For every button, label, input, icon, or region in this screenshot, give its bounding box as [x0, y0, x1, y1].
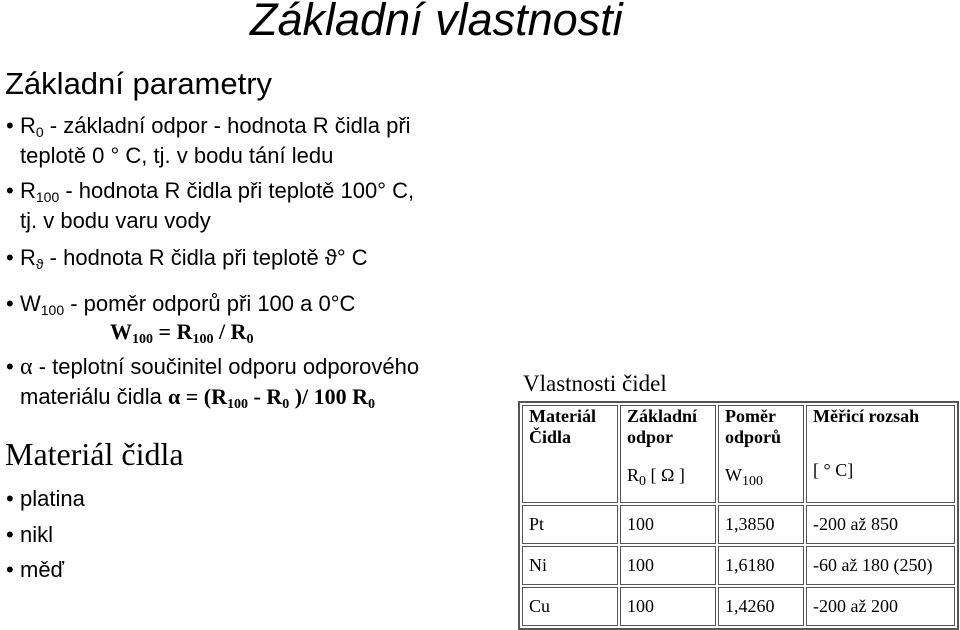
header-line: odpor	[627, 427, 674, 447]
symbol-subscript: ϑ	[35, 256, 44, 272]
formula-part: = R	[153, 319, 193, 344]
table-cell: 100	[620, 587, 716, 626]
table-cell: 100	[620, 546, 716, 585]
formula-subscript: 0	[282, 397, 290, 412]
section-heading-material: Materiál čidla	[5, 436, 184, 472]
item-text: - teplotní součinitel odporu odporového	[32, 354, 420, 379]
formula-subscript: 100	[192, 332, 214, 347]
header-line: Měřicí rozsah	[813, 406, 920, 426]
bullet-icon: •	[6, 178, 14, 203]
list-item-med	[6, 555, 64, 585]
bullet-icon: •	[6, 291, 14, 316]
table-cell: Pt	[522, 505, 618, 544]
formula-part: α = (R	[167, 384, 227, 409]
section-heading-parameters: Základní parametry	[5, 66, 273, 101]
formula-subscript: 0	[246, 332, 254, 347]
header-subscript: 0	[639, 474, 647, 489]
header-symbol: R	[627, 465, 640, 485]
item-text: - hodnota R čidla při teplotě 100° C,	[59, 178, 415, 203]
table-cell: Cu	[522, 587, 618, 626]
bullet-icon: •	[6, 354, 14, 379]
bullet-icon: •	[6, 557, 14, 582]
symbol-subscript: 100	[35, 189, 60, 205]
table-row	[522, 505, 955, 544]
list-item-nikl	[6, 520, 53, 550]
item-text: měď	[20, 557, 65, 582]
bullet-icon: •	[6, 486, 14, 511]
item-text: materiálu čidla	[20, 384, 168, 409]
bullet-icon: •	[6, 245, 14, 270]
header-material	[522, 405, 618, 503]
table-cell: 100	[620, 505, 716, 544]
list-item-r100	[6, 176, 414, 206]
list-item-continuation: teplotě 0 ° C, tj. v bodu tání ledu	[20, 143, 334, 168]
item-text: nikl	[20, 522, 54, 547]
header-symbol: W	[725, 465, 742, 485]
formula-subscript: 0	[368, 397, 376, 412]
table-cell: 1,3850	[718, 505, 804, 544]
header-range	[806, 405, 955, 503]
table-cell: -60 až 180 (250)	[806, 546, 955, 585]
formula-part: - R	[247, 384, 283, 409]
item-text: - hodnota R čidla při teplotě ϑ° C	[43, 245, 368, 270]
list-item-platina	[6, 484, 85, 514]
header-line: Poměr	[725, 406, 776, 426]
table-cell: -200 až 200	[806, 587, 955, 626]
symbol-subscript: 0	[35, 124, 44, 140]
symbol: R	[20, 113, 36, 138]
header-line: Základní	[627, 406, 698, 426]
formula-subscript: 100	[226, 397, 248, 412]
item-text: - základní odpor - hodnota R čidla při	[43, 113, 411, 138]
list-item-continuation: tj. v bodu varu vody	[20, 208, 211, 233]
bullet-icon: •	[6, 113, 14, 138]
formula-symbol: W	[110, 319, 132, 344]
alpha-symbol: α	[20, 354, 33, 380]
header-line: Materiál	[529, 406, 596, 426]
properties-table	[518, 401, 959, 630]
table-cell: Ni	[522, 546, 618, 585]
table-cell: 1,6180	[718, 546, 804, 585]
table-header-row	[522, 405, 955, 503]
slide-title: Základní vlastnosti	[250, 0, 623, 45]
header-unit: [ ° C]	[813, 460, 854, 480]
header-resistance	[620, 405, 716, 503]
list-item-rtheta	[6, 243, 368, 273]
header-line: Čidla	[529, 427, 572, 447]
list-item-w100	[6, 289, 355, 319]
list-item-r0	[6, 111, 411, 141]
symbol: R	[20, 245, 36, 270]
header-unit	[725, 465, 797, 489]
table-row	[522, 546, 955, 585]
table-cell: 1,4260	[718, 587, 804, 626]
formula-subscript: 100	[132, 332, 153, 347]
item-text: platina	[20, 486, 85, 511]
formula-part: )/ 100 R	[289, 384, 369, 409]
symbol: R	[20, 178, 36, 203]
header-line: odporů	[725, 427, 782, 447]
header-ratio	[718, 405, 804, 503]
table-caption: Vlastnosti čidel	[523, 371, 667, 396]
header-unit-tail: [ Ω ]	[646, 465, 685, 485]
formula-part: / R	[213, 319, 247, 344]
formula-w100	[110, 318, 253, 346]
table-row	[522, 587, 955, 626]
list-item-alpha	[6, 352, 419, 382]
item-text: - poměr odporů při 100 a 0°C	[64, 291, 356, 316]
header-unit	[627, 465, 709, 489]
symbol-subscript: 100	[40, 302, 65, 318]
symbol: W	[20, 291, 41, 316]
table-cell: -200 až 850	[806, 505, 955, 544]
alpha-formula-line	[20, 382, 375, 412]
bullet-icon: •	[6, 522, 14, 547]
header-subscript: 100	[742, 474, 763, 489]
